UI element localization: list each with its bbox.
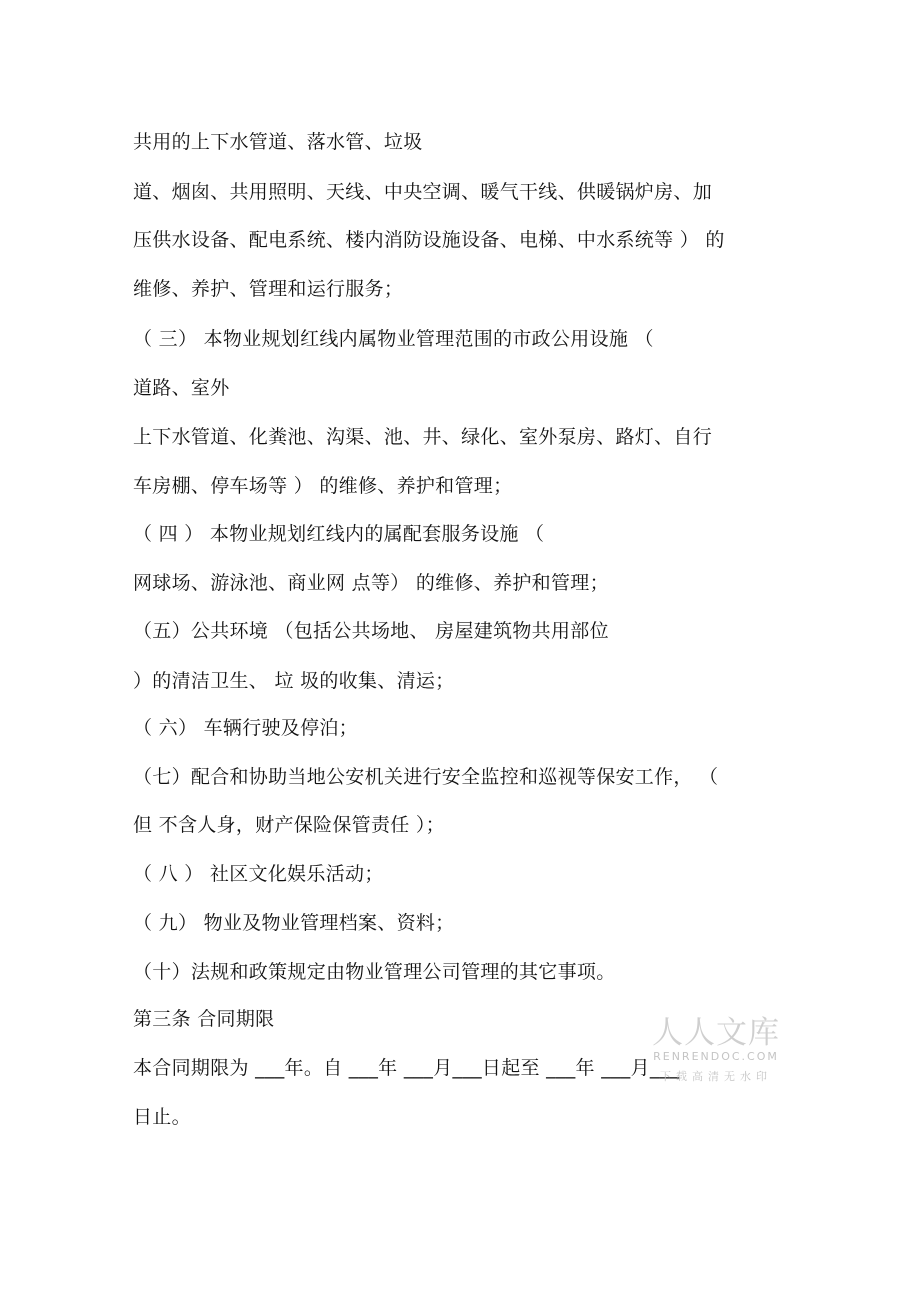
text-line: 道路、室外	[133, 377, 230, 399]
text-line: 道、烟囱、共用照明、天线、中央空调、暖气干线、供暖锅炉房、加	[133, 181, 713, 203]
section-heading: 第三条 合同期限	[133, 1008, 275, 1030]
text-line: 日止。	[133, 1106, 191, 1128]
text-line: 本合同期限为 ___年。自 ___年 ___月___日起至 ___年 ___月___	[133, 1057, 680, 1079]
text-line: （七）配合和协助当地公安机关进行安全监控和巡视等保安工作， （	[133, 766, 719, 788]
text-line: 压供水设备、配电系统、楼内消防设施设备、电梯、中水系统等 ） 的	[133, 229, 725, 251]
text-line: 但 不含人身，财产保险保管责任 ）；	[133, 814, 445, 836]
watermark	[646, 1016, 786, 1084]
text-line: 车房棚、停车场等 ） 的维修、养护和管理；	[133, 475, 513, 497]
text-line: （ 八 ） 社区文化娱乐活动；	[133, 863, 384, 885]
watermark-title: 人人文库	[652, 1015, 780, 1051]
text-line: （ 九） 物业及物业管理档案、资料；	[133, 912, 455, 934]
text-line: 维修、养护、管理和运行服务；	[133, 278, 404, 300]
watermark-url: RENRENDOC.COM	[653, 1050, 779, 1063]
text-line: （ 六） 车辆行驶及停泊；	[133, 717, 358, 739]
text-line: ）的清洁卫生、 垃 圾的收集、清运；	[133, 670, 455, 692]
text-line: （五）公共环境 （包括公共场地、 房屋建筑物共用部位	[133, 620, 609, 642]
text-line: 网球场、游泳池、商业网 点等） 的维修、养护和管理；	[133, 572, 609, 594]
text-line: 共用的上下水管道、落水管、垃圾	[133, 131, 423, 153]
text-line: 上下水管道、化粪池、沟渠、池、井、绿化、室外泵房、路灯、自行	[133, 426, 713, 448]
watermark-subtitle: 下载高清无水印	[660, 1070, 772, 1083]
text-line: （十）法规和政策规定由物业管理公司管理的其它事项。	[133, 961, 616, 983]
text-line: （ 三） 本物业规划红线内属物业管理范围的市政公用设施 （	[133, 328, 654, 350]
text-line: （ 四 ） 本物业规划红线内的属配套服务设施 （	[133, 523, 545, 545]
